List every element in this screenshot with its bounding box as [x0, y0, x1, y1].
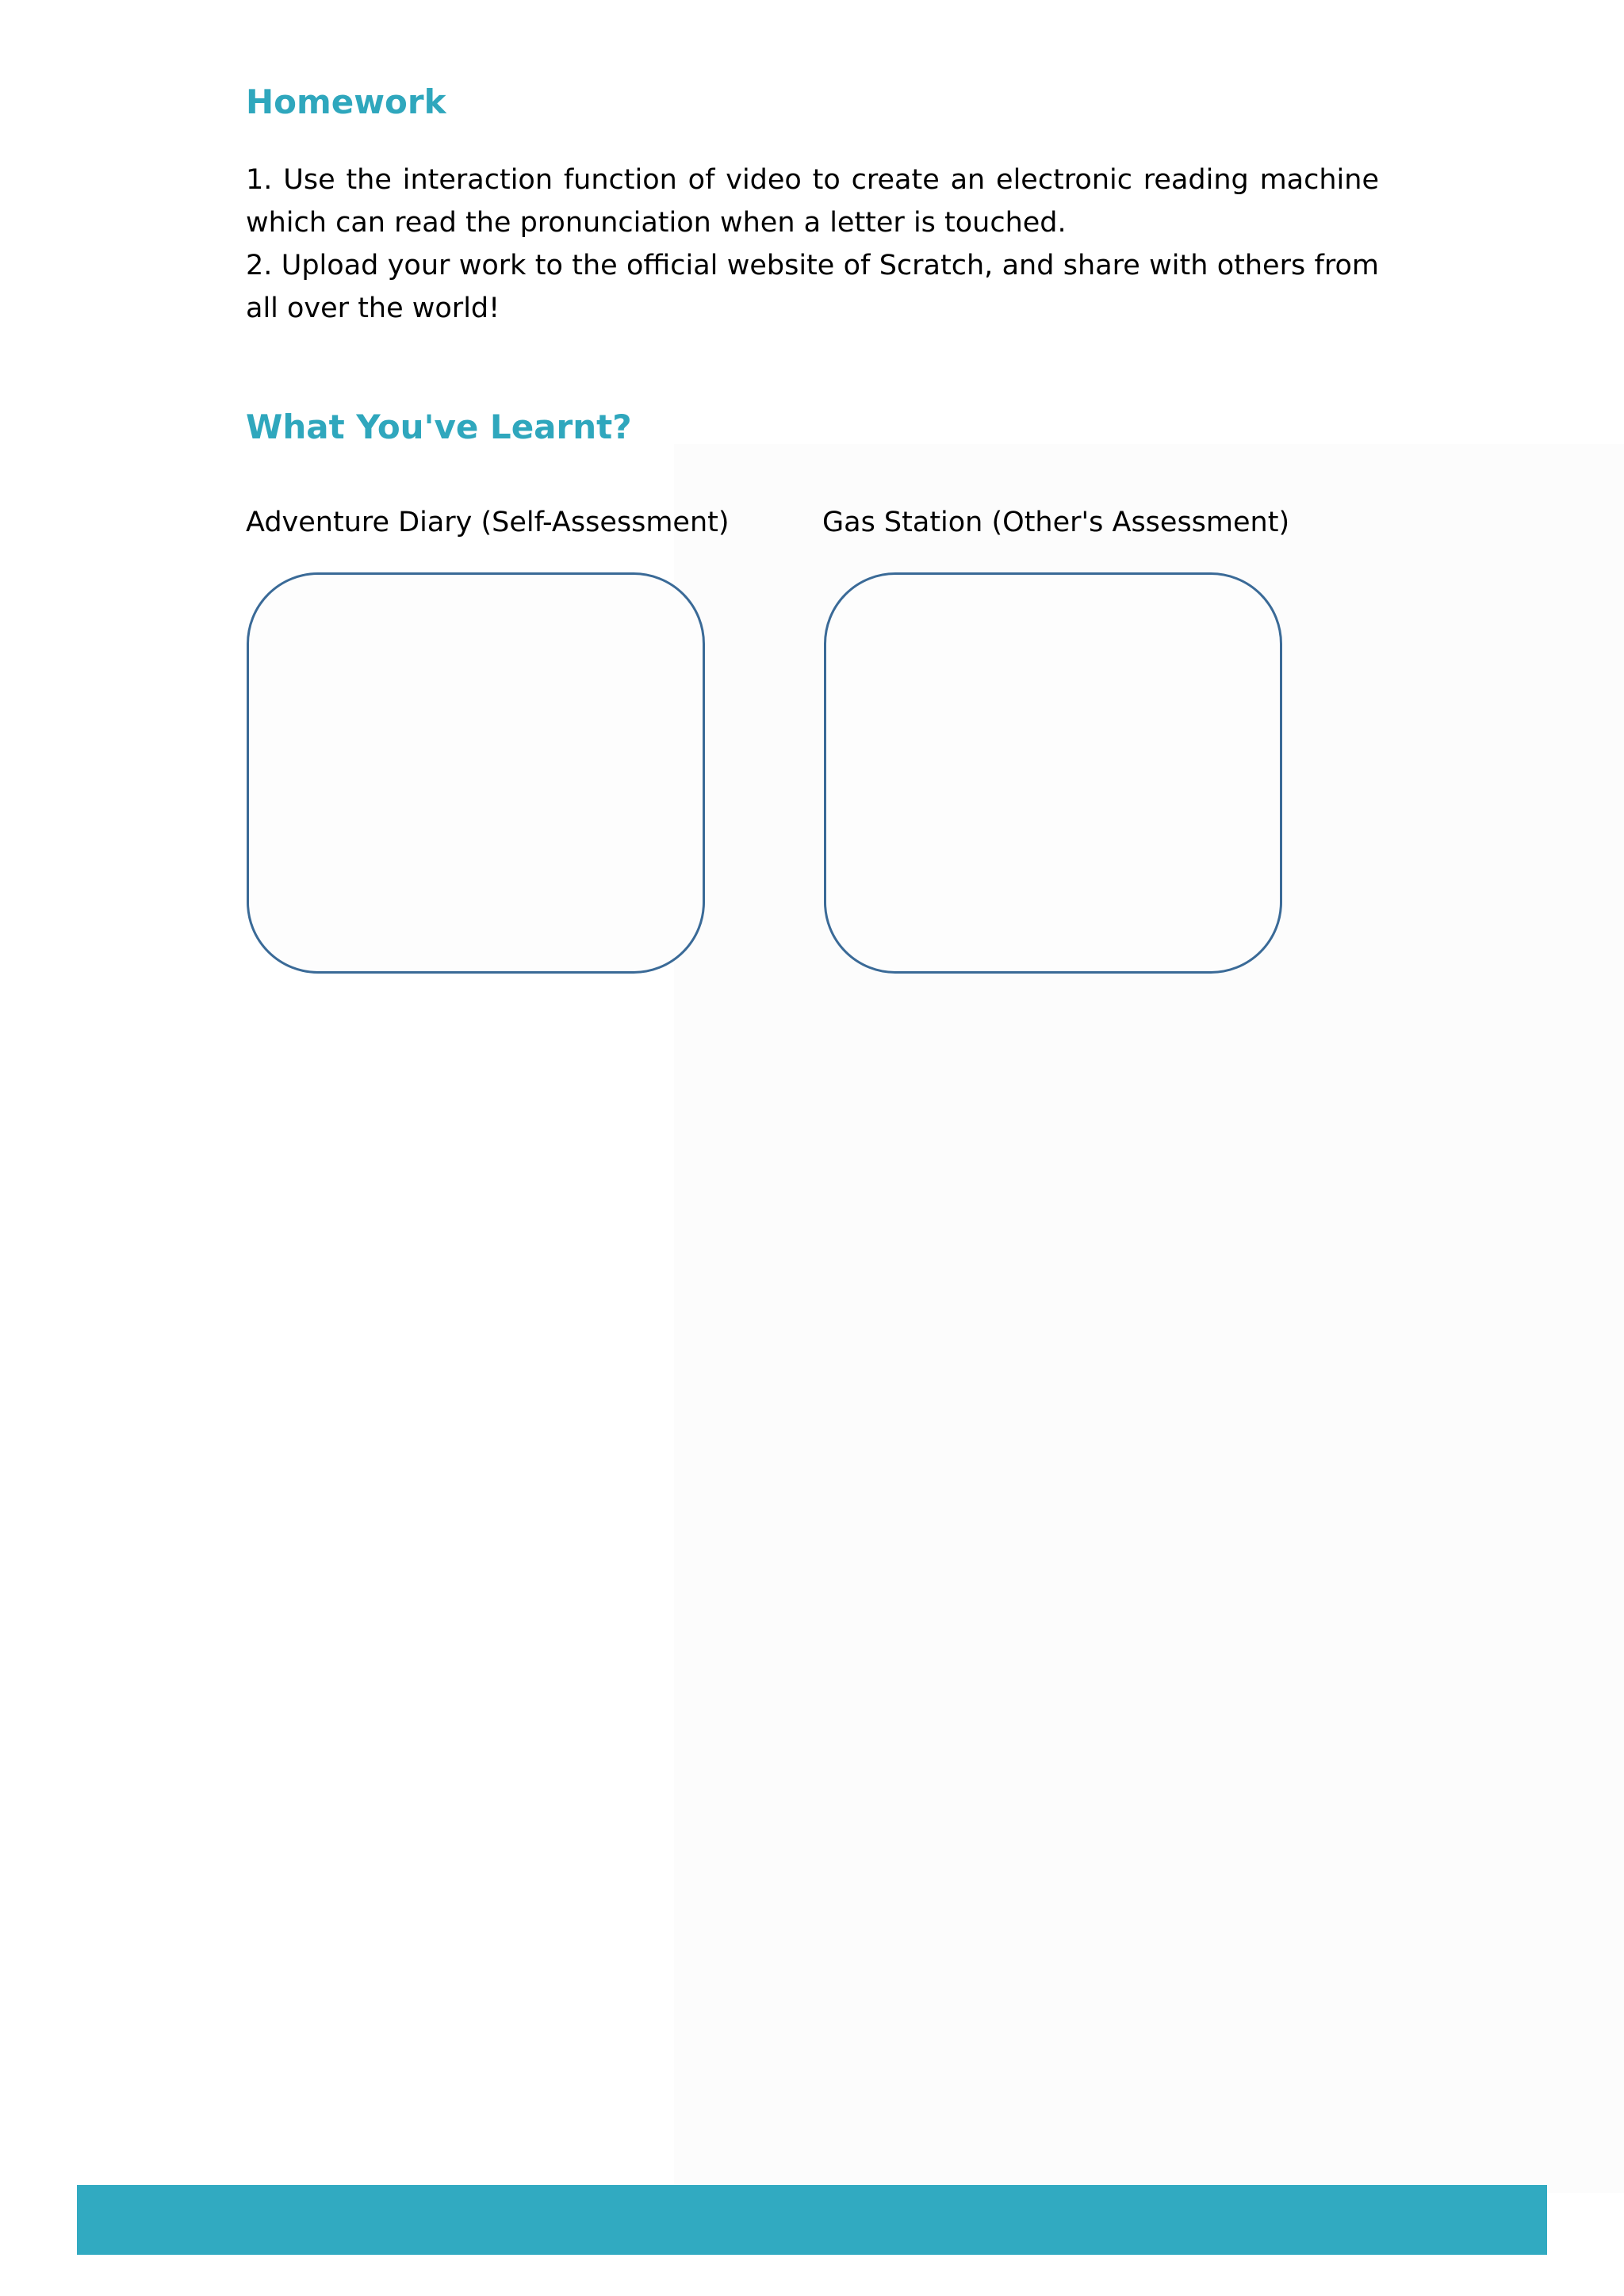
self-assessment-label: Adventure Diary (Self-Assessment) — [246, 507, 730, 538]
homework-item-1: 1. Use the interaction function of video to create an electronic reading machine which can read the pronunciation when a letter is touched. — [246, 164, 1379, 239]
other-assessment-label: Gas Station (Other's Assessment) — [822, 507, 1290, 538]
homework-heading: Homework — [246, 82, 446, 121]
homework-list — [246, 159, 1379, 330]
what-youve-learnt-heading: What You've Learnt? — [246, 408, 632, 446]
homework-item-2: 2. Upload your work to the official website of Scratch, and share with others from all over the world! — [246, 250, 1379, 324]
footer-bar — [77, 2185, 1547, 2255]
other-assessment-box[interactable] — [824, 572, 1282, 974]
self-assessment-box[interactable] — [247, 572, 705, 974]
